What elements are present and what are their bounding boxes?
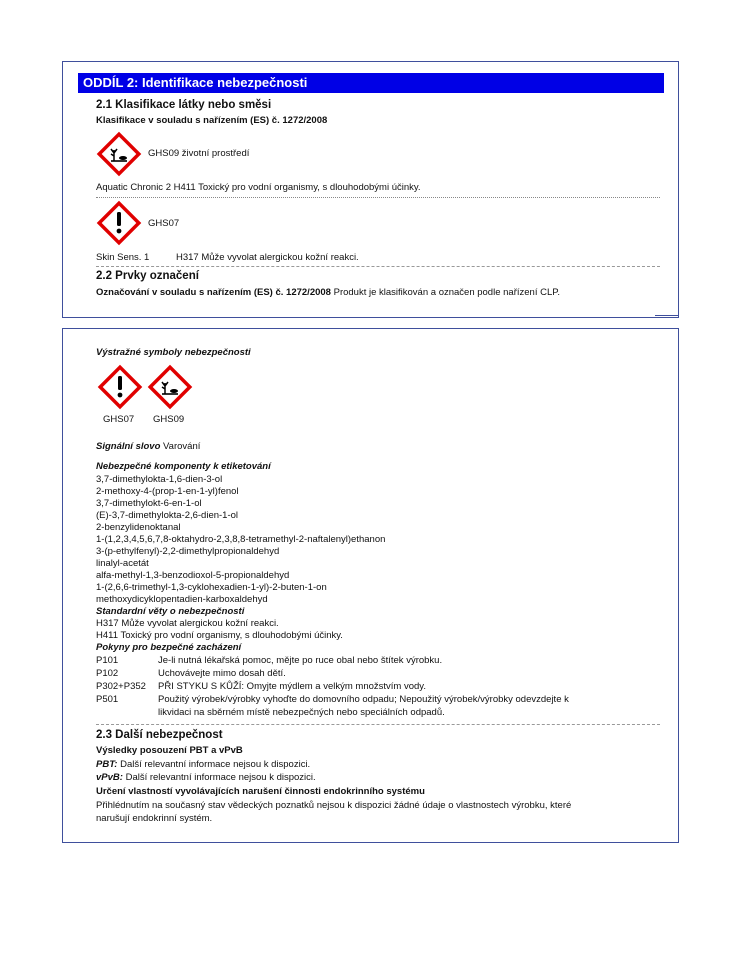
component-item: 3-(p-ethylfenyl)-2,2-dimethylpropionaldehyd (96, 546, 280, 557)
classification-title: 2.1 Klasifikace látky nebo směsi (96, 99, 272, 111)
label-elements-text: Označování v souladu s nařízením (ES) č. 1272/2008 Produkt je klasifikován a označen podle nařízení CLP. (96, 287, 560, 298)
divider (96, 724, 660, 725)
component-item: methoxydicyklopentadien-karboxaldehyd (96, 594, 268, 605)
component-item: 2-benzylidenoktanal (96, 522, 181, 533)
precaution-row: P101 Je-li nutná lékařská pomoc, mějte po ruce obal nebo štítek výrobku. (96, 655, 443, 666)
component-item: 3,7-dimethylokt-6-en-1-ol (96, 498, 202, 509)
ghs09-label: GHS09 životní prostředí (148, 148, 250, 159)
aquatic-classification: Aquatic Chronic 2 H411 Toxický pro vodní organismy, s dlouhodobými účinky. (96, 182, 421, 193)
components-title: Nebezpečné komponenty k etiketování (96, 461, 271, 472)
signal-word: Signální slovo Varování (96, 441, 201, 452)
pbt-heading: Výsledky posouzení PBT a vPvB (96, 745, 243, 756)
precaution-row: P501 Použitý výrobek/výrobky vyhoďte do domovního odpadu; Nepoužitý výrobek/výrobky odevzdejte k (96, 694, 569, 705)
component-item: 2-methoxy-4-(prop-1-en-1-yl)fenol (96, 486, 239, 497)
skin-sens-class: Skin Sens. 1 (96, 252, 150, 263)
precaution-row: likvidaci na sběrném místě nebezpečných nebo speciálních odpadů. (158, 707, 445, 718)
ghs07-label: GHS07 (148, 218, 180, 229)
skin-sens-statement: H317 Může vyvolat alergickou kožní reakci. (176, 252, 359, 263)
precaution-title: Pokyny pro bezpečné zacházení (96, 642, 242, 653)
environment-hazard-icon (147, 364, 193, 410)
component-item: linalyl-acetát (96, 558, 149, 569)
endocrine-text: narušují endokrinní systém. (96, 813, 213, 824)
other-hazards-title: 2.3 Další nebezpečnost (96, 729, 223, 741)
component-item: alfa-methyl-1,3-benzodioxol-5-propionaldehyd (96, 570, 290, 581)
endocrine-heading: Určení vlastností vyvolávajících narušení činnosti endokrinního systému (96, 786, 425, 797)
exclamation-hazard-icon (96, 200, 142, 246)
symbols-title: Výstražné symboly nebezpečnosti (96, 347, 251, 358)
precaution-row: P302+P352 PŘI STYKU S KŮŽÍ: Omyjte mýdlem a velkým množstvím vody. (96, 681, 426, 692)
classification-subtitle: Klasifikace v souladu s nařízením (ES) č. 1272/2008 (96, 115, 328, 126)
component-item: 3,7-dimethylokta-1,6-dien-3-ol (96, 474, 223, 485)
component-item: 1-(2,6,6-trimethyl-1,3-cyklohexadien-1-yl)-2-buten-1-on (96, 582, 327, 593)
symbol-caption: GHS07 (103, 414, 135, 425)
symbol-caption: GHS09 (153, 414, 185, 425)
hazard-statement: H411 Toxický pro vodní organismy, s dlouhodobými účinky. (96, 630, 343, 641)
divider (96, 197, 660, 198)
divider (655, 315, 679, 316)
exclamation-hazard-icon (97, 364, 143, 410)
hazard-statement: H317 Může vyvolat alergickou kožní reakci. (96, 618, 279, 629)
section-header: ODDÍL 2: Identifikace nebezpečnosti (78, 73, 664, 93)
divider (96, 266, 660, 267)
hazard-statements-title: Standardní věty o nebezpečnosti (96, 606, 245, 617)
component-item: 1-(1,2,3,4,5,6,7,8-oktahydro-2,3,8,8-tetramethyl-2-naftalenyl)ethanon (96, 534, 386, 545)
vpvb-line: vPvB: Další relevantní informace nejsou k dispozici. (96, 772, 316, 783)
endocrine-text: Přihlédnutím na současný stav vědeckých poznatků nejsou k dispozici žádné údaje o vlastnostech výrobku, které (96, 800, 572, 811)
environment-hazard-icon (96, 131, 142, 177)
component-item: (E)-3,7-dimethylokta-2,6-dien-1-ol (96, 510, 239, 521)
pbt-line: PBT: Další relevantní informace nejsou k dispozici. (96, 759, 311, 770)
label-elements-title: 2.2 Prvky označení (96, 270, 199, 282)
precaution-row: P102 Uchovávejte mimo dosah dětí. (96, 668, 286, 679)
